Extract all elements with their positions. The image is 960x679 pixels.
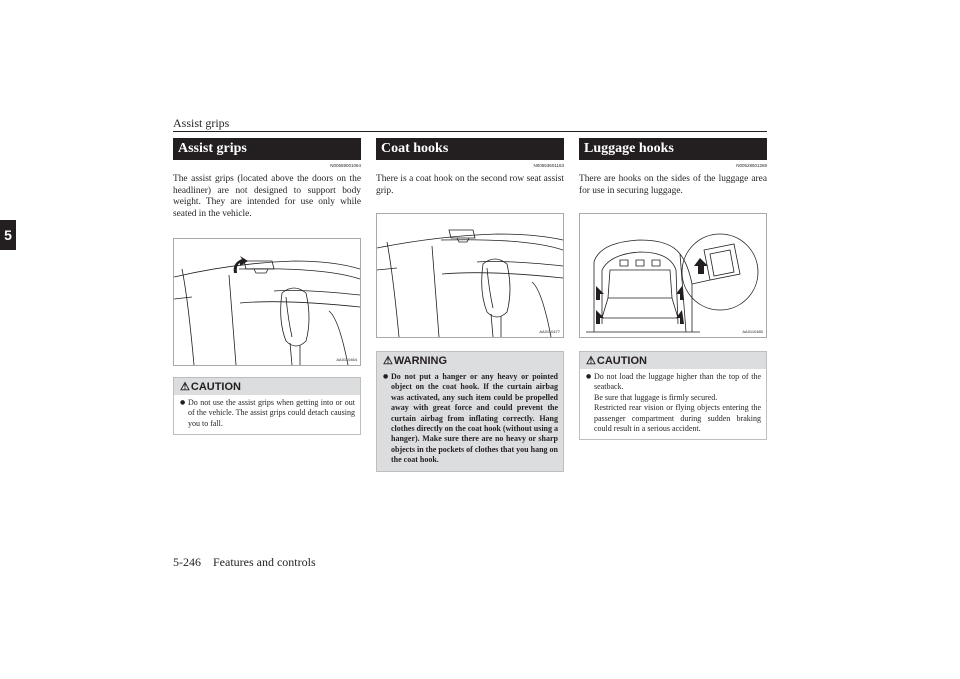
caution-header bbox=[580, 352, 766, 369]
warning-triangle-icon: ⚠ bbox=[383, 355, 393, 367]
caution-body bbox=[174, 395, 360, 434]
assist-grip-drawing bbox=[174, 239, 360, 365]
warning-label: WARNING bbox=[393, 354, 448, 367]
running-header: Assist grips bbox=[173, 116, 230, 130]
coat-hooks-body: There is a coat hook on the second row seat assist grip. bbox=[376, 174, 564, 196]
luggage-hooks-figure-code: AA0110480 bbox=[742, 329, 763, 334]
coat-hooks-code: N00553601163 bbox=[533, 163, 564, 168]
luggage-hooks-illustration bbox=[579, 213, 767, 338]
luggage-hooks-heading: Luggage hooks bbox=[579, 138, 767, 160]
assist-grips-caution bbox=[173, 377, 361, 435]
luggage-hooks-code: N00528501269 bbox=[736, 163, 767, 168]
luggage-hook-drawing bbox=[580, 214, 766, 337]
page-footer bbox=[173, 555, 316, 570]
coat-hooks-figure-code: AA0110477 bbox=[539, 329, 560, 334]
coat-hooks-warning bbox=[376, 351, 564, 472]
warning-triangle-icon: ⚠ bbox=[180, 381, 190, 393]
chapter-tab: 5 bbox=[0, 220, 16, 250]
caution-text-line1: Do not load the luggage higher than the top of the seatback. bbox=[594, 372, 761, 392]
header-rule bbox=[173, 131, 767, 132]
bullet-icon: ● bbox=[383, 373, 389, 380]
footer-chapter: Features and controls bbox=[213, 555, 316, 569]
warning-triangle-icon: ⚠ bbox=[586, 355, 596, 367]
luggage-hooks-body: There are hooks on the sides of the luggage area for use in securing luggage. bbox=[579, 174, 767, 196]
warning-text: Do not put a hanger or any heavy or pointed object on the coat hook. If the curtain airbag was activated, any such item could be propelled away with great force and could prevent the curtain airbag from inflating correctly. Hang clothes directly on the coat hook (without using a hanger). Make sure there are no heavy or sharp objects in the pockets of clothes that you hang on the coat hook. bbox=[391, 372, 558, 465]
assist-grips-body: The assist grips (located above the doors on the headliner) are not designed to support body weight. They are intended for use only while seated in the vehicle. bbox=[173, 174, 361, 219]
warning-body bbox=[377, 369, 563, 471]
caution-text-line3: Restricted rear vision or flying objects entering the passenger compartment during sudden braking could result in a serious accident. bbox=[594, 403, 761, 434]
caution-body bbox=[580, 369, 766, 439]
caution-text-line2: Be sure that luggage is firmly secured. bbox=[594, 392, 718, 402]
caution-header bbox=[174, 378, 360, 395]
caution-label: CAUTION bbox=[596, 354, 647, 367]
coat-hooks-heading: Coat hooks bbox=[376, 138, 564, 160]
luggage-hooks-caution bbox=[579, 351, 767, 440]
bullet-icon: ● bbox=[180, 399, 186, 406]
assist-grips-heading: Assist grips bbox=[173, 138, 361, 160]
bullet-icon: ● bbox=[586, 373, 592, 380]
coat-hooks-section bbox=[376, 138, 564, 197]
assist-grips-illustration bbox=[173, 238, 361, 366]
assist-grips-code: N00559001064 bbox=[330, 163, 361, 168]
caution-label: CAUTION bbox=[190, 380, 241, 393]
luggage-hooks-section bbox=[579, 138, 767, 197]
warning-header bbox=[377, 352, 563, 369]
coat-hook-drawing bbox=[377, 214, 563, 337]
assist-grips-figure-code: AA0110464 bbox=[336, 357, 357, 362]
caution-text: Do not use the assist grips when getting into or out of the vehicle. The assist grips could detach causing you to fall. bbox=[188, 398, 355, 428]
assist-grips-section bbox=[173, 138, 361, 220]
coat-hooks-illustration bbox=[376, 213, 564, 338]
page-number: 5-246 bbox=[173, 555, 201, 569]
